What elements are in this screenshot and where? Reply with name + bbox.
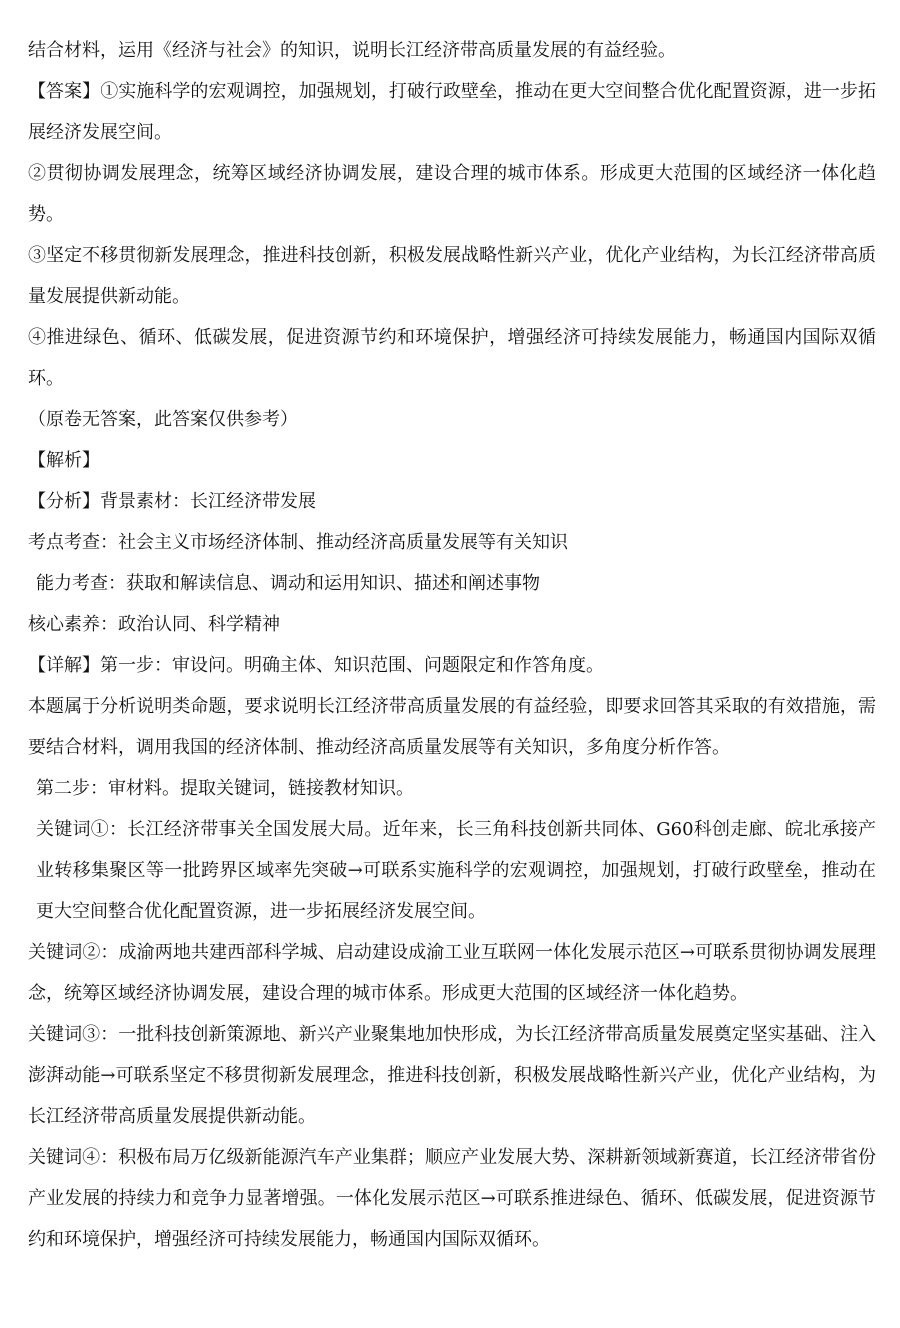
detail-step1-text: 第一步：审设问。明确主体、知识范围、问题限定和作答角度。 — [100, 655, 604, 676]
question-text: 结合材料，运用《经济与社会》的知识，说明长江经济带高质量发展的有益经验。 — [28, 40, 676, 61]
fenxi-text: 背景素材：长江经济带发展 — [100, 491, 316, 512]
detail-step1 — [28, 645, 876, 686]
analysis-suyang: 核心素养：政治认同、科学精神 — [28, 614, 280, 635]
keyword-2: 关键词②：成渝两地共建西部科学城、启动建设成渝工业互联网一体化发展示范区→可联系贯彻协调发展理念，统筹区域经济协调发展，建设合理的城市体系。形成更大范围的区域经济一体化趋势。 — [28, 942, 876, 1004]
analysis-fenxi — [28, 481, 876, 522]
keyword-4: 关键词④：积极布局万亿级新能源汽车产业集群；顺应产业发展大势、深耕新领域新赛道，长江经济带省份产业发展的持续力和竞争力显著增强。一体化发展示范区→可联系推进绿色、循环、低碳发展，促进资源节约和环境保护，增强经济可持续发展能力，畅通国内国际双循环。 — [28, 1147, 876, 1250]
analysis-tag: 【解析】 — [28, 450, 100, 471]
answer-point-4: ④推进绿色、循环、低碳发展，促进资源节约和环境保护，增强经济可持续发展能力，畅通国内国际双循环。 — [28, 327, 876, 389]
detail-tag: 【详解】 — [28, 655, 100, 676]
answer-point-1-text: ①实施科学的宏观调控，加强规划，打破行政壁垒，推动在更大空间整合优化配置资源，进一步拓展经济发展空间。 — [28, 81, 877, 143]
analysis-kaodian: 考点考查：社会主义市场经济体制、推动经济高质量发展等有关知识 — [28, 532, 568, 553]
answer-point-2: ②贯彻协调发展理念，统筹区域经济协调发展，建设合理的城市体系。形成更大范围的区域经济一体化趋势。 — [28, 163, 876, 225]
answer-tag: 【答案】 — [28, 81, 101, 102]
document-page — [28, 30, 876, 1260]
detail-step1-explanation: 本题属于分析说明类命题，要求说明长江经济带高质量发展的有益经验，即要求回答其采取的有效措施，需要结合材料，调用我国的经济体制、推动经济高质量发展等有关知识，多角度分析作答。 — [28, 696, 876, 758]
keyword-1: 关键词①：长江经济带事关全国发展大局。近年来，长三角科技创新共同体、G60科创走廊、皖北承接产业转移集聚区等一批跨界区域率先突破→可联系实施科学的宏观调控，加强规划，打破行政壁垒，推动在更大空间整合优化配置资源，进一步拓展经济发展空间。 — [36, 819, 876, 922]
detail-step2: 第二步：审材料。提取关键词，链接教材知识。 — [36, 778, 414, 799]
analysis-nengli: 能力考查：获取和解读信息、调动和运用知识、描述和阐述事物 — [36, 573, 540, 594]
fenxi-tag: 【分析】 — [28, 491, 100, 512]
answer-note: （原卷无答案，此答案仅供参考） — [28, 409, 298, 430]
keyword-3: 关键词③：一批科技创新策源地、新兴产业聚集地加快形成，为长江经济带高质量发展奠定坚实基础、注入澎湃动能→可联系坚定不移贯彻新发展理念，推进科技创新，积极发展战略性新兴产业，优化产业结构，为长江经济带高质量发展提供新动能。 — [28, 1024, 876, 1127]
answer-point-1 — [28, 71, 876, 153]
answer-point-3: ③坚定不移贯彻新发展理念，推进科技创新，积极发展战略性新兴产业，优化产业结构，为长江经济带高质量发展提供新动能。 — [28, 245, 876, 307]
